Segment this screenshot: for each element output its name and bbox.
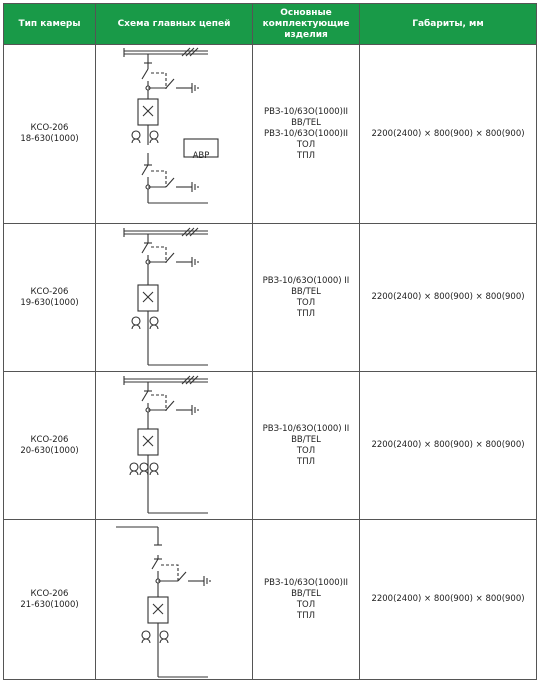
header-dimensions: Габариты, мм: [360, 4, 537, 45]
header-components-line: Основные: [280, 7, 332, 18]
cell-scheme: [96, 45, 253, 224]
header-row: [4, 4, 537, 45]
cell-dimensions: 2200(2400) × 800(900) × 800(900): [360, 372, 537, 520]
component-item: ВВ/TEL: [291, 434, 321, 445]
cell-type: [4, 372, 96, 520]
type-code: 19-630(1000): [20, 297, 79, 308]
circuit-diagram: [96, 373, 251, 519]
circuit-diagram: [96, 521, 251, 679]
component-item: ТПЛ: [297, 150, 315, 161]
component-item: РВЗ-10/63О(1000) II: [262, 423, 350, 434]
component-item: РВЗ-10/63О(1000)II: [264, 128, 348, 139]
table-row: [4, 224, 537, 372]
circuit-diagram: [96, 45, 251, 205]
cell-scheme: [96, 520, 253, 680]
type-name: КСО-206: [30, 286, 69, 297]
component-item: ТОЛ: [296, 297, 316, 308]
circuit-diagram: [96, 225, 251, 371]
cells-spec-table: [3, 3, 537, 680]
component-item: РВЗ-10/63О(1000) II: [262, 275, 350, 286]
type-code: 20-630(1000): [20, 445, 79, 456]
table-row: [4, 372, 537, 520]
component-item: ТОЛ: [296, 139, 316, 150]
header-type: Тип камеры: [4, 4, 96, 45]
cell-components: [253, 45, 360, 224]
component-item: РВЗ-10/63О(1000)II: [264, 106, 348, 117]
component-item: ТПЛ: [297, 456, 315, 467]
component-item: ТОЛ: [296, 599, 316, 610]
component-item: ВВ/TEL: [291, 117, 321, 128]
component-item: РВЗ-10/63О(1000)II: [264, 577, 348, 588]
cell-type: [4, 520, 96, 680]
header-scheme: Схема главных цепей: [96, 4, 253, 45]
type-name: КСО-206: [30, 434, 69, 445]
cell-dimensions: 2200(2400) × 800(900) × 800(900): [360, 45, 537, 224]
cell-type: [4, 45, 96, 224]
component-item: ВВ/TEL: [291, 588, 321, 599]
type-code: 21-630(1000): [20, 599, 79, 610]
cell-type: [4, 224, 96, 372]
cell-components: [253, 520, 360, 680]
cell-components: [253, 372, 360, 520]
cell-dimensions: 2200(2400) × 800(900) × 800(900): [360, 224, 537, 372]
type-code: 18-630(1000): [20, 134, 79, 144]
component-item: ТПЛ: [297, 610, 315, 621]
component-item: ТПЛ: [297, 308, 315, 319]
avr-label: АВР: [192, 151, 210, 161]
header-components-line: изделия: [284, 29, 328, 40]
cell-components: [253, 224, 360, 372]
cell-dimensions: 2200(2400) × 800(900) × 800(900): [360, 520, 537, 680]
table-row: [4, 520, 537, 680]
cell-scheme: [96, 224, 253, 372]
cell-scheme: [96, 372, 253, 520]
header-components: [253, 4, 360, 45]
type-name: КСО-206: [30, 588, 69, 599]
component-item: ВВ/TEL: [291, 286, 321, 297]
header-components-line: комплектующие: [262, 18, 350, 29]
type-name: КСО-206: [30, 123, 69, 133]
table-row: [4, 45, 537, 224]
component-item: ТОЛ: [296, 445, 316, 456]
